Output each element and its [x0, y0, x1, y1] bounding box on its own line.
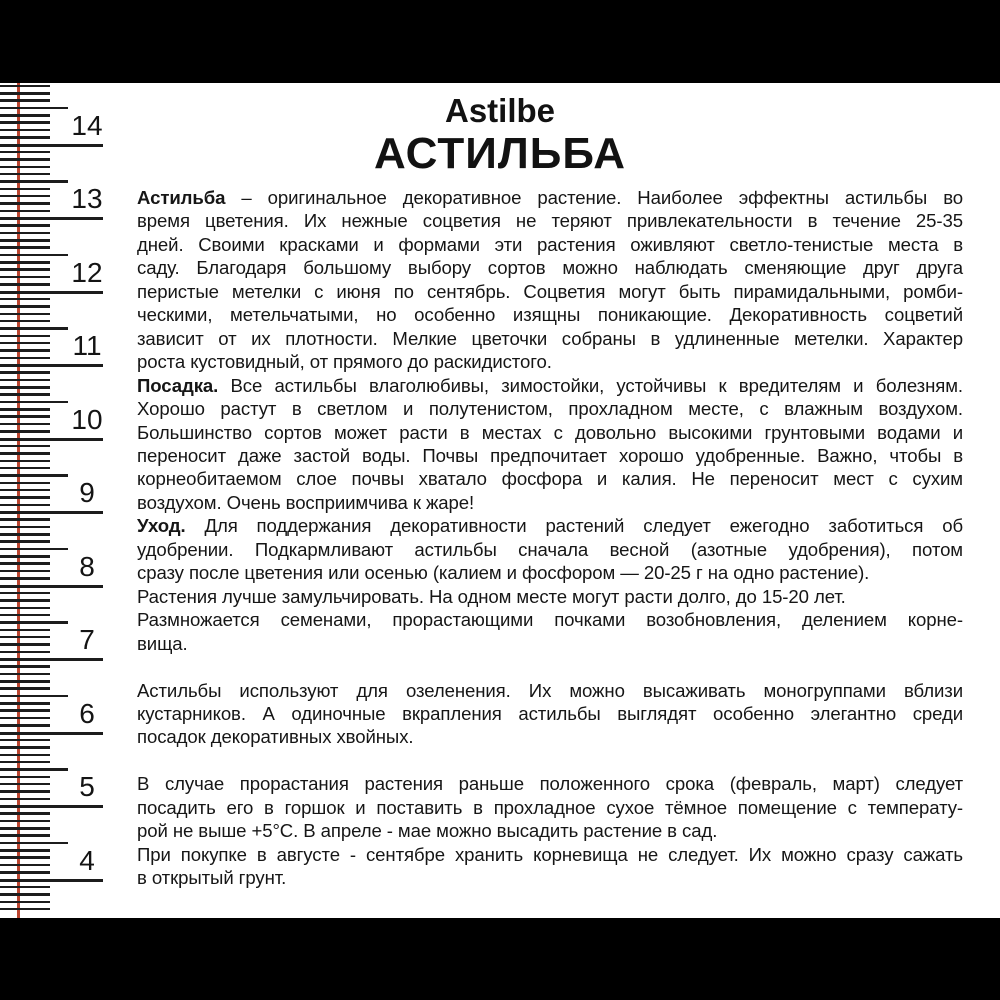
ruler-number: 8	[79, 550, 95, 582]
ruler-tick	[0, 283, 50, 286]
ruler-tick	[0, 886, 50, 889]
ruler-tick	[0, 386, 50, 389]
ruler-tick	[0, 908, 50, 911]
ruler-tick	[0, 261, 50, 264]
ruler-tick	[0, 408, 50, 411]
ruler-tick	[0, 746, 50, 749]
ruler-tick	[0, 879, 103, 882]
ruler-tick	[0, 658, 103, 661]
ruler-tick	[0, 254, 68, 257]
ruler-tick	[0, 555, 50, 558]
ruler-tick	[0, 540, 50, 543]
ruler-tick	[0, 349, 50, 352]
ruler-tick	[0, 438, 103, 441]
text-line: зависит от их плотности. Мелкие цветочки собраны в удлиненные метелки. Характер	[137, 327, 963, 349]
text-line: удобрении. Подкармливают астильбы сначала весной (азотные удобрения), потом	[137, 538, 963, 560]
ruler-tick	[0, 871, 50, 874]
text-line: посадить его в горшок и поставить в прохладное сухое тёмное помещение с температу-	[137, 796, 963, 818]
ruler-tick	[0, 820, 50, 823]
ruler-tick	[0, 445, 50, 448]
text-line: Астильба – оригинальное декоративное растение. Наиболее эффектны астильбы во	[137, 187, 963, 208]
ruler-number: 11	[72, 330, 102, 361]
ruler-tick	[0, 188, 50, 191]
text-line: роста кустовидный, от прямого до раскидистого.	[137, 351, 552, 373]
ruler-tick	[0, 298, 50, 301]
ruler-tick	[0, 511, 103, 514]
ruler-tick	[0, 673, 50, 676]
text-line: Размножается семенами, прорастающими почками возобновления, делением корне-	[137, 609, 963, 631]
ruler-tick	[0, 695, 68, 698]
text-line: При покупке в августе - сентябре хранить корневища не следует. Их можно сразу сажать	[137, 843, 963, 865]
ruler-tick	[0, 651, 50, 654]
ruler-tick	[0, 305, 50, 308]
ruler-tick	[0, 636, 50, 639]
ruler-number: 13	[71, 183, 103, 214]
ruler-tick	[0, 232, 50, 235]
ruler-tick	[0, 709, 50, 712]
ruler-tick	[0, 761, 50, 764]
text-line: воздухом. Очень восприимчива к жаре!	[137, 491, 475, 513]
ruler-tick	[0, 518, 50, 521]
text-line: сразу после цветения или осенью (калием и фосфором — 20-25 г на одно растение).	[137, 562, 870, 584]
ruler-tick	[0, 629, 50, 632]
paragraph	[137, 679, 963, 749]
ruler-tick	[0, 724, 50, 727]
text-line: Астильбы используют для озеленения. Их можно высаживать моногруппами вблизи	[137, 679, 963, 701]
ruler-tick	[0, 482, 50, 485]
ruler-tick	[0, 210, 50, 213]
title-russian: АСТИЛЬБА	[373, 129, 627, 178]
ruler-number: 10	[71, 403, 103, 435]
ruler-tick	[0, 893, 50, 896]
ruler-tick	[0, 599, 50, 602]
paragraph-lead: Уход.	[137, 515, 186, 537]
ruler-number: 6	[79, 697, 95, 729]
ruler-tick	[0, 805, 103, 808]
ruler-tick	[0, 562, 50, 565]
text-line: дней. Своими красками и формами эти растения оживляют светло-тенистые места в	[137, 233, 963, 255]
ruler-tick	[0, 614, 50, 617]
ruler-tick	[0, 430, 50, 433]
ruler-tick	[0, 842, 68, 845]
ruler-number: 14	[71, 109, 103, 141]
text-line: переносит даже застой воды. Почвы предпочитает хорошо удобренные. Важно, чтобы в	[137, 444, 963, 466]
paragraph	[137, 514, 963, 584]
ruler-tick	[0, 335, 50, 338]
letterbox-top	[0, 0, 1000, 83]
paragraph	[137, 186, 963, 374]
ruler-tick	[0, 195, 50, 198]
ruler-tick	[0, 364, 103, 367]
ruler-number: 4	[79, 844, 95, 876]
ruler-tick	[0, 798, 50, 801]
ruler-tick	[0, 357, 50, 360]
ruler-tick	[0, 379, 50, 382]
title-latin: Astilbe	[444, 92, 556, 129]
ruler-tick	[0, 607, 50, 610]
text-line: рой не выше +5°С. В апреле - мае можно высадить растение в сад.	[137, 820, 718, 842]
ruler-tick	[0, 790, 50, 793]
ruler-tick	[0, 768, 68, 771]
text-line: саду. Благодаря большому выбору сортов можно наблюдать сменяющие друг друга	[137, 257, 963, 279]
ruler-tick	[0, 577, 50, 580]
text-line: перистые метелки с июня по сентябрь. Соцветия могут быть пирамидальными, ромби-	[137, 280, 963, 302]
text-line: кустарников. А одиночные вкрапления астильбы выглядят особенно элегантно среди	[137, 702, 963, 724]
ruler-tick	[0, 776, 50, 779]
ruler-tick	[0, 393, 50, 396]
paragraph	[137, 585, 963, 608]
ruler-tick	[0, 313, 50, 316]
ruler-tick	[0, 754, 50, 757]
ruler-tick	[0, 460, 50, 463]
ruler-tick	[0, 901, 50, 904]
ruler-tick	[0, 467, 50, 470]
ruler-tick	[0, 849, 50, 852]
ruler-tick	[0, 268, 50, 271]
ruler-tick	[0, 643, 50, 646]
ruler-tick	[0, 812, 50, 815]
ruler-tick	[0, 702, 50, 705]
text-line: вища.	[137, 632, 188, 654]
paragraph-lead: Посадка.	[137, 374, 219, 396]
ruler-tick	[0, 732, 103, 735]
ruler-tick	[0, 489, 50, 492]
ruler-tick	[0, 85, 50, 88]
text-line: Хорошо растут в светлом и полутенистом, прохладном месте, с влажным воздухом.	[137, 398, 963, 420]
ruler-tick	[0, 276, 50, 279]
text-line: Большинство сортов может расти в местах с довольно высокими грунтовыми водами и	[137, 421, 963, 443]
ruler-tick	[0, 526, 50, 529]
ruler-tick	[0, 474, 68, 477]
ruler-tick	[0, 687, 50, 690]
ruler-tick	[0, 665, 50, 668]
ruler-tick	[0, 320, 50, 323]
letterbox-bottom	[0, 918, 1000, 1000]
ruler-tick	[0, 739, 50, 742]
ruler-tick	[0, 570, 50, 573]
ruler-tick	[0, 239, 50, 242]
ruler-tick	[0, 496, 50, 499]
ruler-tick	[0, 423, 50, 426]
ruler-tick	[0, 202, 50, 205]
page-content	[0, 83, 1000, 918]
ruler-tick	[0, 548, 68, 551]
ruler-tick	[0, 371, 50, 374]
ruler-tick	[0, 401, 68, 404]
ruler-tick	[0, 224, 50, 227]
ruler-tick	[0, 180, 68, 183]
ruler-tick	[0, 864, 50, 867]
ruler-number: 7	[79, 624, 95, 655]
ruler-tick	[0, 327, 68, 330]
paragraph	[137, 843, 963, 890]
text-line: Растения лучше замульчировать. На одном месте могут расти долго, до 15-20 лет.	[137, 585, 846, 607]
ruler-tick	[0, 856, 50, 859]
ruler-tick	[0, 504, 50, 507]
paragraph	[137, 772, 963, 842]
ruler-tick	[0, 217, 103, 220]
ruler-tick	[0, 585, 103, 588]
ruler-tick	[0, 246, 50, 249]
text-line: посадок декоративных хвойных.	[137, 726, 414, 748]
ruler-tick	[0, 342, 50, 345]
ruler-tick	[0, 452, 50, 455]
paragraph	[137, 374, 963, 515]
text-line: Посадка. Все астильбы влаголюбивы, зимостойки, устойчивы к вредителям и болезням.	[137, 374, 963, 396]
ruler-tick	[0, 291, 103, 294]
text-line: ческими, метельчатыми, но особенно изящны поникающие. Декоративность соцветий	[137, 304, 963, 326]
text-line: Уход. Для поддержания декоративности растений следует ежегодно заботиться об	[137, 515, 963, 537]
ruler-tick	[0, 592, 50, 595]
ruler-number: 12	[71, 256, 103, 288]
ruler	[0, 83, 132, 918]
text-line: В случае прорастания растения раньше положенного срока (февраль, март) следует	[137, 773, 963, 795]
text-line: время цветения. Их нежные соцветия не теряют привлекательности в течение 25-35	[137, 210, 963, 232]
text-block	[137, 186, 963, 890]
ruler-tick	[0, 533, 50, 536]
ruler-tick	[0, 717, 50, 720]
ruler-number: 9	[79, 477, 95, 508]
paragraph-lead: Астильба	[137, 187, 226, 208]
ruler-tick	[0, 827, 50, 830]
ruler-tick	[0, 834, 50, 837]
text-line: корнеобитаемом слое почвы хватало фосфора и калия. Не переносит мест с сухим	[137, 468, 963, 490]
ruler-tick	[0, 680, 50, 683]
ruler-tick	[0, 415, 50, 418]
paragraph	[137, 608, 963, 655]
text-line: в открытый грунт.	[137, 867, 287, 889]
ruler-tick	[0, 783, 50, 786]
ruler-number: 5	[79, 771, 95, 802]
ruler-tick	[0, 621, 68, 624]
